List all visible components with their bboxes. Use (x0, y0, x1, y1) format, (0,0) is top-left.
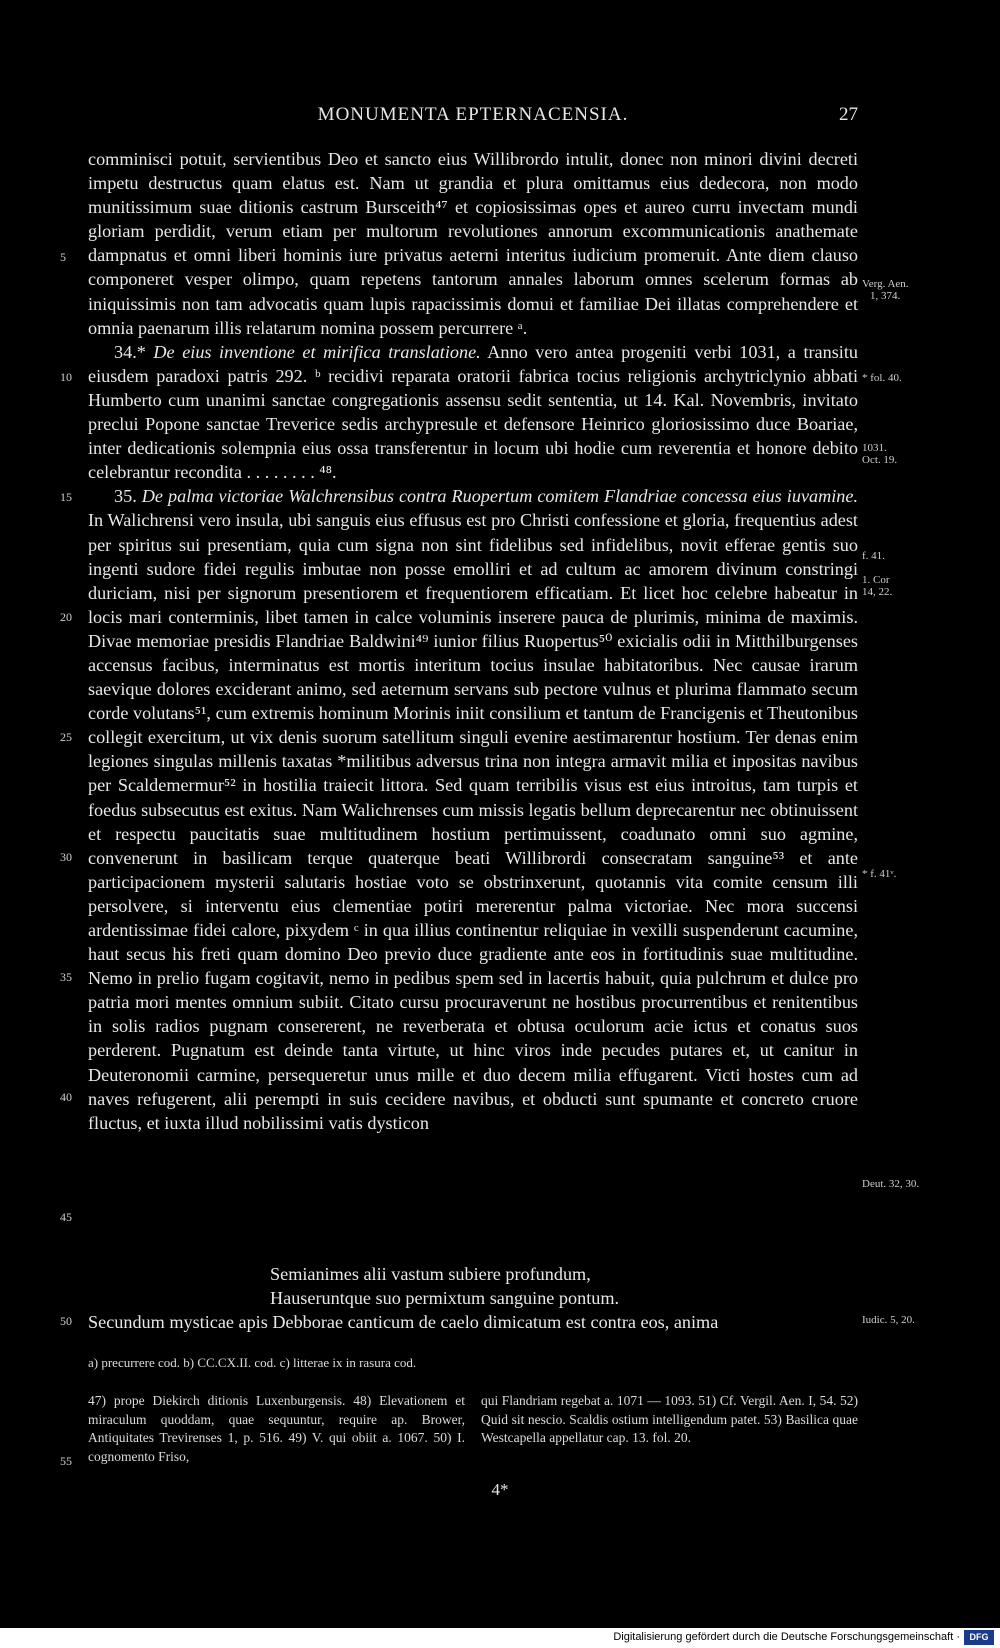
line-number-50: 50 (60, 1314, 72, 1328)
line-number-55: 55 (60, 1454, 72, 1468)
line-number-30: 30 (60, 850, 72, 864)
margin-note-fol40: * fol. 40. (862, 372, 902, 384)
footnotes (88, 1392, 858, 1466)
dfg-logo: DFG (964, 1630, 994, 1645)
closing-line: Secundum mysticae apis Debborae canticum de caelo dimicatum est contra eos, anima (88, 1312, 719, 1332)
line-number-20: 20 (60, 610, 72, 624)
margin-cor-line-1: 1. Cor (862, 574, 890, 586)
paragraph-1: comminisci potuit, servientibus Deo et sancto eius Willibrordo intulit, donec non minori divini decreti impetu destructus quam elatus est. Nam ut grandia et plura omittamus eius dedecora, non modo munitissimum suae ditionis castrum Bursceith⁴⁷ et copiosissimas opes et aureo curru invectam mundi gloriam perdidit, verum etiam per multorum revolutiones annorum excommunicationis anathemate dampnatus et omni liberi hominis iure privatus aeterni interitus iudicium promeruit. Ante diem clauso componeret vesper olimpo, quam repetens tantorum annales laborum omnes scelerum formas ab iniquissimis non tam advocatis quam lupis rapacissimis domui et familiae Dei illatas comprehendere et omnia paenarum illis relatarum nomina possem percurrere ᵃ. (88, 149, 858, 338)
line-number-10: 10 (60, 370, 72, 384)
chapter-title-35: De palma victoriae Walchrensibus contra Ruopertum comitem Flandriae concessa eius iuvamine. (141, 486, 859, 507)
chapter-text-34: Anno vero antea progeniti verbi 1031, a transitu eiusdem paradoxi patris 292. ᵇ recidivi reparata oratorii fabrica tocius religionis archytriclynio abbati Humberto cum unanimi sanctae congregationis assensu sedit sententia, ut 14. Kal. Novembris, invitato preclui Popone sanctae Treverice sedis archypresule et defensore Heinrico gloriosissimo duce Boariae, inter dedicationis solempnia eius ossa transferentur in locum ubi hodie cum reverentia et honore debito celebrantur recondita . . . . . . . . ⁴⁸. (88, 341, 858, 483)
margin-verg-line-1: Verg. Aen. (862, 278, 909, 290)
footnotes-right: qui Flandriam regebat a. 1071 — 1093. 51) Cf. Vergil. Aen. I, 54. 52) Quid sit nescio. Scaldis ostium intelligendum patet. 53) Basilica quae Westcapella appellatur cap. 13. fol. 20. (481, 1393, 858, 1445)
margin-note-f41v: * f. 41ᵛ. (862, 868, 897, 880)
verse-line-1: Semianimes alii vastum subiere profundum, (270, 1264, 591, 1284)
page-number: 27 (839, 104, 858, 125)
margin-verg-line-2: 1, 374. (870, 290, 901, 302)
main-text (88, 147, 858, 1135)
footer-text: Digitalisierung gefördert durch die Deutsche Forschungsgemeinschaft · (613, 1631, 960, 1643)
line-number-25: 25 (60, 730, 72, 744)
line-number-15: 15 (60, 490, 72, 504)
margin-note-iudic: Iudic. 5, 20. (862, 1314, 915, 1326)
verse-quote (270, 1262, 790, 1310)
margin-cor-line-2: 14, 22. (862, 586, 893, 598)
footnotes-left: 47) prope Diekirch ditionis Luxenburgensis. 48) Elevationem et miraculum quoddam, quae sequuntur, require ap. Brower, Antiquitates Trevirenses 1, p. 516. 49) V. qui obiit a. 1067. 50) I. cognomento Friso, (88, 1393, 465, 1464)
margin-note-verg (862, 278, 909, 302)
chapter-title-34: De eius inventione et mirifica translatione. (153, 341, 481, 362)
margin-note-date (862, 442, 897, 466)
margin-note-cor (862, 574, 892, 598)
line-number-45: 45 (60, 1210, 72, 1224)
line-number-5: 5 (60, 250, 66, 264)
margin-date-line-1: 1031. (862, 442, 887, 454)
critical-apparatus: a) precurrere cod. b) CC.CX.II. cod. c) litterae ix in rasura cod. (88, 1355, 417, 1370)
chapter-number-34: 34.* (114, 341, 146, 362)
running-title: MONUMENTA EPTERNACENSIA. (317, 104, 629, 125)
line-number-40: 40 (60, 1090, 72, 1104)
signature-mark: 4* (491, 1480, 509, 1499)
paragraph-34 (88, 340, 858, 485)
margin-date-line-2: Oct. 19. (862, 454, 898, 466)
margin-note-f41: f. 41. (862, 550, 885, 562)
chapter-number-35: 35. (114, 486, 137, 507)
page-header (88, 104, 858, 134)
line-number-35: 35 (60, 970, 72, 984)
verse-line-2: Hauseruntque suo permixtum sanguine pontum. (270, 1288, 620, 1308)
chapter-text-35: In Walichrensi vero insula, ubi sanguis eius effusus est pro Christi confessione et gloria, frequentius adest per spiritus sui presentiam, quia cum signa non sint fidelibus sed infidelibus, novit efferae gentis suo ingenti sudore fidei regulis imbutae non posse emolliri et ad cultum ac amorem divinum constringi duriciam, nisi per signorum presentiorem et frequentiorem efficatiam. Et licet hoc celebre habeatur in locis mari conterminis, libet tamen in calce voluminis inserere pauca de plurimis, minima de maximis. Divae memoriae presidis Flandriae Baldwini⁴⁹ iunior filius Ruopertus⁵⁰ exicialis odii in Mitthilburgenses accensus facibus, interminatus est mortis interitum tocius insulae habitatoribus. Nec causae irarum saevique dolores exciderant animo, sed aeternum servans sub pectore vulnus et plurima flammato secum corde volutans⁵¹, cum extremis hominum Morinis iniit consilium et tantum de Francigenis et Theutonibus collegit exercitum, ut vix denis suorum satellitum singuli evenire aestimarentur hostium. Ter denas enim legiones singulas millenis taxatas *militibus adversus trina non integra armavit milia et inpositas navibus per Scaldemermur⁵² in hostilia traiecit littora. Sed quam terribilis visus est eius introitus, tam turpis et foedus subsecutus est exitus. Nam Walichrenses cum missis legatis bellum deprecarentur nec obtinuissent et respectu paucitatis suae multitudinem hostium pertimuissent, coadunato omni suo agmine, convenerunt in basilicam terque quaterque beati Willibrordi consecratam sanguine⁵³ et ante participacionem mysterii salutaris hostiae voto se obstrinxerunt, quotannis vita comite censum illi persolvere, si interventu eius clementiae potiri mererentur palma victoriae. Nec mora succensi ardentissimae fidei calore, pixydem ᶜ in qua illius continentur reliquiae in vexilli suspenderunt cacumine, haut secus his freti quam domino Deo previo duce gradiente ante eos in fortitudinis suae multitudine. Nemo in prelio fugam cogitavit, nemo in pedibus spem sed in lacertis habuit, quia pulchrum et dulce pro patria mori mentes omnium subiit. Citato cursu procuraverunt ne hostibus procurrentibus et renitentibus in solis radios pugnam consererent, ne reverberata et obtusa oculorum acie ictus et conatus suos perderent. Pugnatum est deinde tanta virtute, ut hinc viros inde pecudes putares et, ut canitur in Deuteronomii carmine, persequeretur unus mille et duo decem milia effugarent. Victi hostes cum ad naves refugerent, alii perempti in suis cecidere navibus, et obducti sunt spumante et concreto cruore fluctus, et iuxta illud nobilissimi vatis dysticon (88, 510, 858, 1133)
digitization-footer (0, 1628, 1000, 1648)
paragraph-35 (88, 484, 858, 1135)
margin-note-deut: Deut. 32, 30. (862, 1178, 920, 1190)
